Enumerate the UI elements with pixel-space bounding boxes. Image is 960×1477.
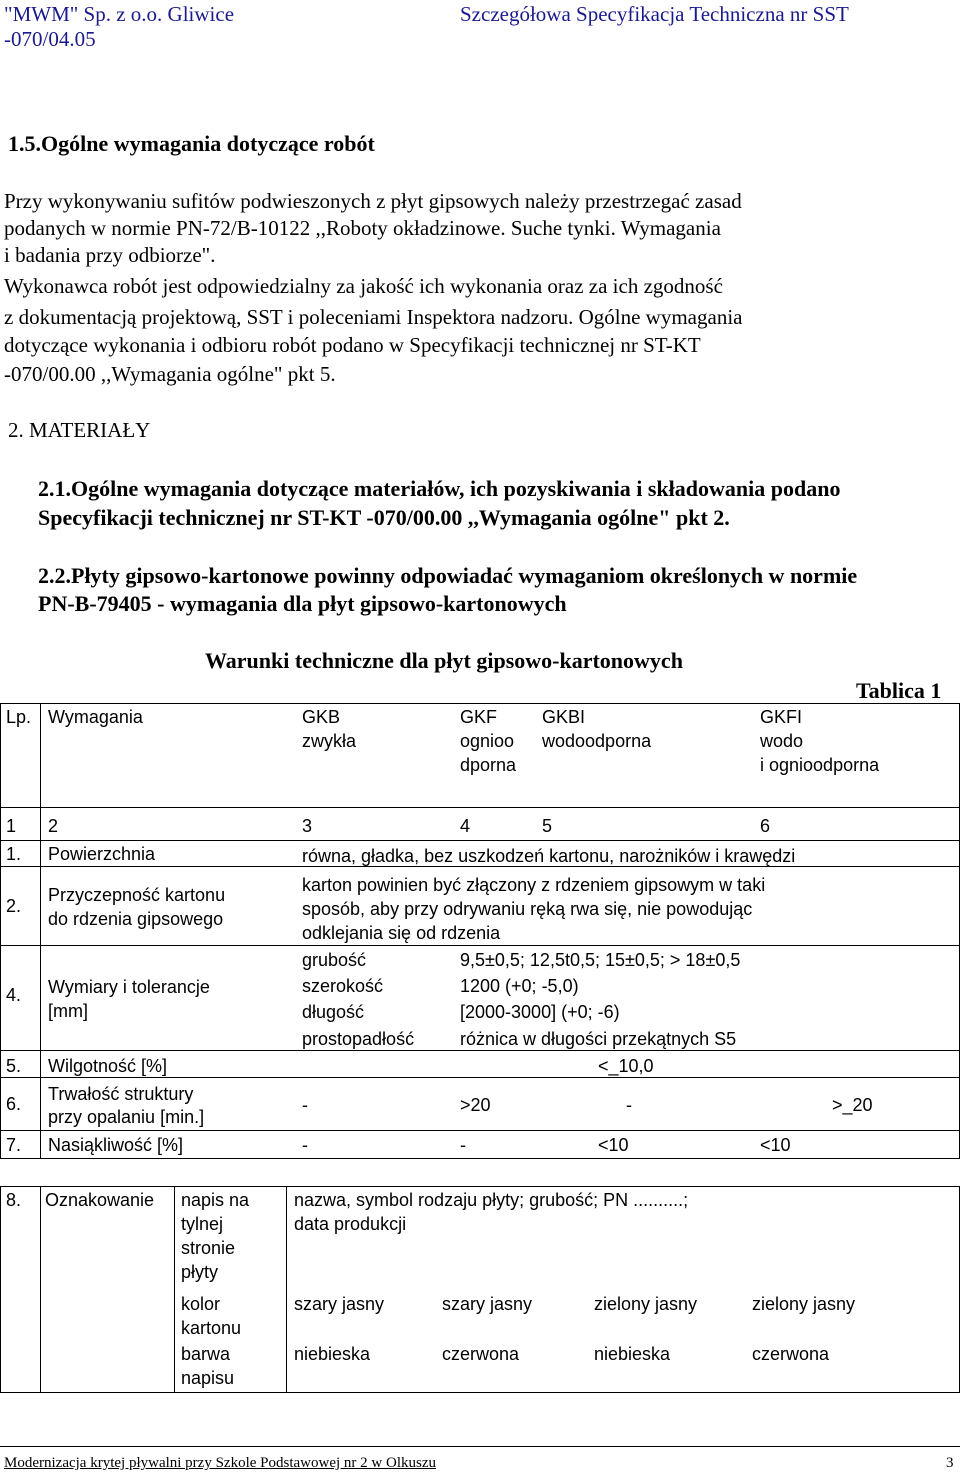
r4-sub-val-3: [2000-3000] (+0; -6) (460, 1002, 620, 1022)
section-2-1-line-1: 2.1.Ogólne wymagania dotyczące materiałów, ich pozyskiwania i składowania podano (38, 476, 841, 501)
t2-row2-gkb: szary jasny (294, 1294, 385, 1314)
table2-left-border (0, 1186, 1, 1392)
t2-label-1-3: stronie (181, 1238, 236, 1258)
r7-number: 7. (6, 1135, 22, 1155)
section-2-1-line-2: Specyfikacji technicznej nr ST-KT -070/00.00 ,,Wymagania ogólne" pkt 2. (38, 505, 730, 530)
r6-gkbi: - (626, 1095, 632, 1115)
th-gkf-3: dporna (460, 755, 517, 775)
num-2: 2 (48, 816, 59, 836)
footer-page-number: 3 (946, 1455, 954, 1471)
r4-sub-key-3: długość (302, 1002, 365, 1022)
th-gkb: GKB (302, 707, 341, 727)
t2-row2-gkbi: zielony jasny (594, 1294, 698, 1314)
r5-name: Wilgotność [%] (48, 1056, 168, 1076)
section-1-5-line-3: i badania przy odbiorze". (4, 243, 216, 267)
th-gkfi-3: i ognioodporna (760, 755, 880, 775)
t2-row3-gkb: niebieska (294, 1344, 371, 1364)
section-2-2-line-2: PN-B-79405 - wymagania dla płyt gipsowo-kartonowych (38, 591, 567, 616)
th-gkbi-2: wodoodporna (542, 731, 652, 751)
table2-bottom-border (0, 1392, 960, 1393)
table-top-border (0, 703, 960, 704)
section-1-5-heading: 1.5.Ogólne wymagania dotyczące robót (8, 131, 375, 156)
header-spec-title: Szczegółowa Specyfikacja Techniczna nr SST (460, 2, 849, 26)
r6-name-1: Trwałość struktury (48, 1084, 194, 1104)
row-5-border (0, 1077, 960, 1078)
r6-gkfi: >_20 (832, 1095, 873, 1115)
r2-value-2: sposób, aby przy odrywaniu ręką rwa się, nie powodując (302, 899, 753, 919)
r7-gkfi: <10 (760, 1135, 791, 1155)
t2-label-1-2: tylnej (181, 1214, 224, 1234)
col-lp-border (40, 703, 41, 1158)
r6-name-2: przy opalaniu [min.] (48, 1107, 205, 1127)
table2-top-border (0, 1186, 960, 1187)
r1-number: 1. (6, 844, 22, 864)
numbers-row-border (0, 840, 960, 841)
footer-text: Modernizacja krytej pływalni przy Szkole Podstawowej nr 2 w Olkuszu (4, 1455, 436, 1471)
r4-sub-key-2: szerokość (302, 976, 384, 996)
t2-row2-gkfi: zielony jasny (752, 1294, 856, 1314)
r5-number: 5. (6, 1056, 22, 1076)
table-bottom-border (0, 1158, 960, 1159)
table-label: Tablica 1 (856, 678, 942, 703)
t2-row2-gkf: szary jasny (442, 1294, 533, 1314)
row-2-border (0, 945, 960, 946)
r4-sub-val-2: 1200 (+0; -5,0) (460, 976, 579, 996)
r6-gkf: >20 (460, 1095, 491, 1115)
r7-gkb: - (302, 1135, 308, 1155)
section-1-5-line-1: Przy wykonywaniu sufitów podwieszonych z płyt gipsowych należy przestrzegać zasad (4, 189, 742, 213)
table2-col-name-border (174, 1186, 175, 1392)
t2-row3-gkfi: czerwona (752, 1344, 830, 1364)
t2-label-3-1: barwa (181, 1344, 231, 1364)
r7-gkf: - (460, 1135, 466, 1155)
th-lp: Lp. (6, 707, 32, 727)
r1-value: równa, gładka, bez uszkodzeń kartonu, narożników i krawędzi (302, 846, 796, 866)
t2-number: 8. (6, 1190, 22, 1210)
num-3: 3 (302, 816, 313, 836)
num-5: 5 (542, 816, 553, 836)
t2-row1-val-2: data produkcji (294, 1214, 407, 1234)
r6-gkb: - (302, 1095, 308, 1115)
r4-number: 4. (6, 985, 22, 1005)
r1-name: Powierzchnia (48, 844, 156, 864)
t2-row3-gkf: czerwona (442, 1344, 520, 1364)
section-2-2-line-1: 2.2.Płyty gipsowo-kartonowe powinny odpowiadać wymaganiom określonych w normie (38, 563, 858, 588)
r6-number: 6. (6, 1094, 22, 1114)
th-wymagania: Wymagania (48, 707, 143, 727)
t2-row3-gkbi: niebieska (594, 1344, 671, 1364)
row-6-border (0, 1130, 960, 1131)
r4-sub-key-1: grubość (302, 950, 367, 970)
t2-label-3-2: napisu (181, 1368, 235, 1388)
num-4: 4 (460, 816, 471, 836)
section-2-heading: 2. MATERIAŁY (8, 418, 151, 442)
th-gkf: GKF (460, 707, 498, 727)
t2-label-2-1: kolor (181, 1294, 221, 1314)
section-1-5-line-5: z dokumentacją projektową, SST i poleceniami Inspektora nadzoru. Ogólne wymagania (4, 305, 743, 329)
header-bottom-border (0, 807, 960, 808)
r2-number: 2. (6, 896, 22, 916)
num-1: 1 (6, 816, 17, 836)
section-1-5-line-7: -070/00.00 ,,Wymagania ogólne" pkt 5. (4, 362, 336, 386)
t2-label-1-4: płyty (181, 1262, 219, 1282)
r2-value-1: karton powinien być złączony z rdzeniem gipsowym w taki (302, 875, 766, 895)
th-gkfi-2: wodo (760, 731, 804, 751)
t2-label-2-2: kartonu (181, 1318, 242, 1338)
row-4-border (0, 1050, 960, 1051)
table-left-border (0, 703, 1, 1158)
r5-value: <_10,0 (598, 1056, 654, 1076)
th-gkf-2: ognioo (460, 731, 515, 751)
r4-sub-key-4: prostopadłość (302, 1029, 415, 1049)
r4-name-2: [mm] (48, 1001, 88, 1021)
r2-value-3: odklejania się od rdzenia (302, 923, 501, 943)
r4-name-1: Wymiary i tolerancje (48, 977, 210, 997)
section-1-5-line-2: podanych w normie PN-72/B-10122 ,,Roboty okładzinowe. Suche tynki. Wymagania (4, 216, 721, 240)
table2-col-lp-border (40, 1186, 41, 1392)
table-title: Warunki techniczne dla płyt gipsowo-kartonowych (205, 648, 683, 673)
r7-gkbi: <10 (598, 1135, 629, 1155)
th-gkfi: GKFI (760, 707, 803, 727)
r2-name-2: do rdzenia gipsowego (48, 909, 224, 929)
r7-name: Nasiąkliwość [%] (48, 1135, 184, 1155)
r2-name-1: Przyczepność kartonu (48, 885, 226, 905)
section-1-5-line-6: dotyczące wykonania i odbioru robót podano w Specyfikacji technicznej nr ST-KT (4, 333, 701, 357)
header-spec-code: -070/04.05 (4, 27, 96, 51)
r4-sub-val-4: różnica w długości przekątnych S5 (460, 1029, 737, 1049)
r4-sub-val-1: 9,5±0,5; 12,5t0,5; 15±0,5; > 18±0,5 (460, 950, 741, 970)
section-1-5-line-4: Wykonawca robót jest odpowiedzialny za jakość ich wykonania oraz za ich zgodność (4, 274, 723, 298)
th-gkbi: GKBI (542, 707, 586, 727)
header-company: "MWM" Sp. z o.o. Gliwice (4, 2, 235, 26)
th-gkb-2: zwykła (302, 731, 357, 751)
t2-name: Oznakowanie (45, 1190, 155, 1210)
num-6: 6 (760, 816, 771, 836)
footer-rule (0, 1446, 960, 1447)
t2-row1-val-1: nazwa, symbol rodzaju płyty; grubość; PN ..........; (294, 1190, 689, 1210)
table2-col-label-border (286, 1186, 287, 1392)
t2-label-1-1: napis na (181, 1190, 250, 1210)
